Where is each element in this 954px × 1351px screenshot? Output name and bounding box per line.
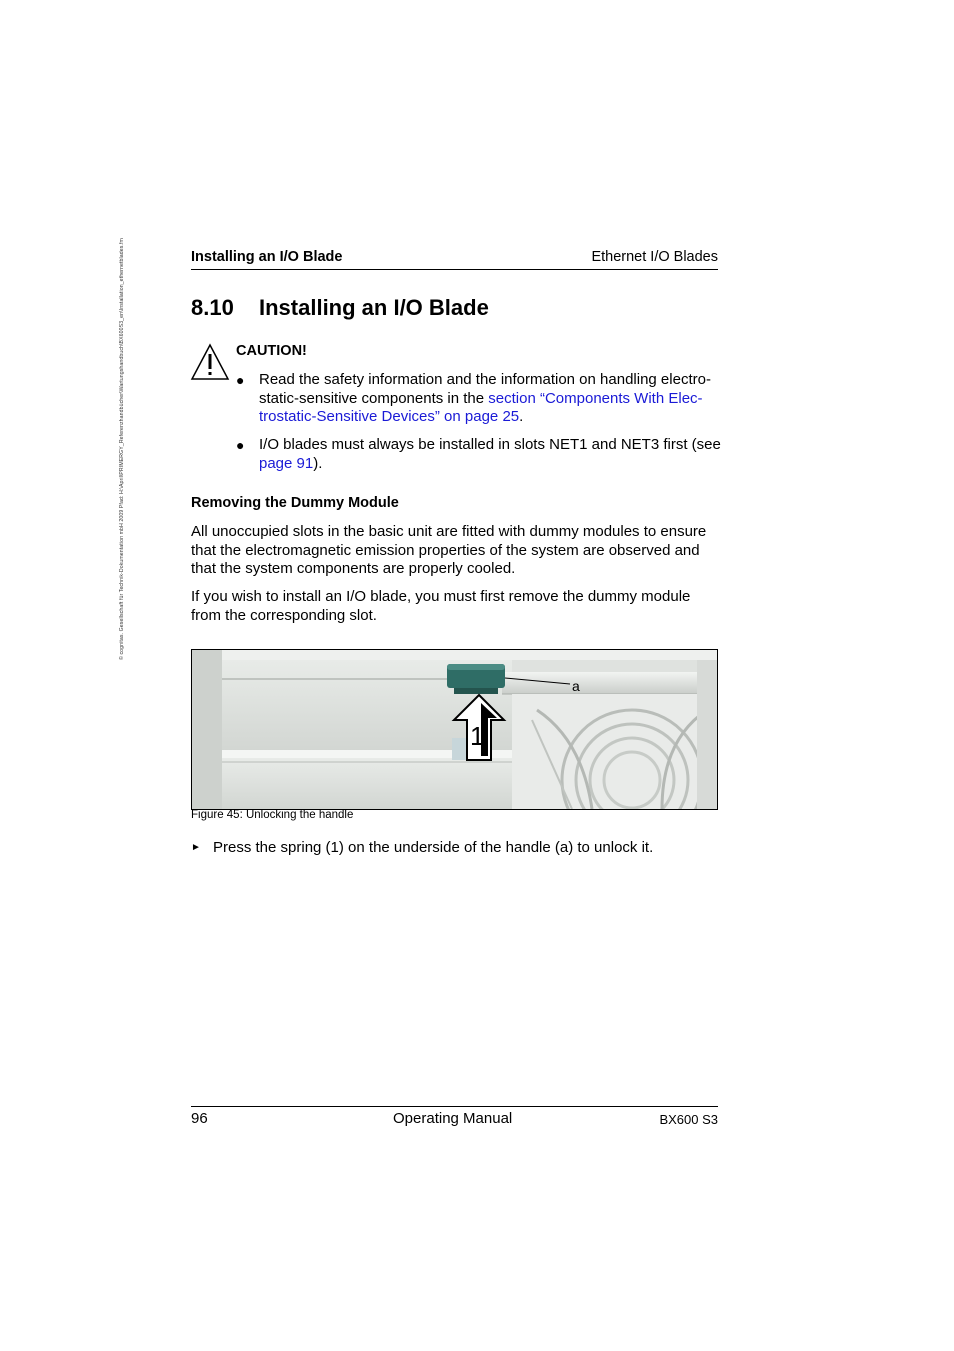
header-chapter-title: Installing an I/O Blade: [191, 249, 343, 265]
figure-unlocking-handle: [191, 649, 718, 810]
bullet-symbol: ●: [236, 372, 245, 388]
footer-manual-title: Operating Manual: [393, 1110, 513, 1127]
step-marker: ►: [191, 842, 201, 853]
header-section-title: Ethernet I/O Blades: [591, 249, 718, 265]
sidebar-path-text: © cognitas. Gesellschaft für Technik-Dokumentation mbH 2009 Pfad: H:\April\PRIMERGY_Referenzhandbücher\Wartungshandbuch\BX600S3_en\Installation_ethernetblades.fm: [119, 238, 125, 660]
figure-illustration: [192, 650, 717, 809]
footer-page-number: 96: [191, 1110, 208, 1127]
caution-item-1: [259, 371, 721, 427]
caution-item-text: .: [519, 408, 524, 425]
caution-item-text: ).: [313, 454, 323, 472]
paragraph: All unoccupied slots in the basic unit are fitted with dummy modules to ensure that the electromagnetic emission properties of the system are observed and that the system components are properly cooled.: [191, 523, 707, 577]
callout-1: 1: [470, 721, 485, 751]
components-esd-link[interactable]: section “Components With Elec-trostatic-Sensitive Devices” on page 25: [259, 389, 703, 425]
bullet-symbol: ●: [236, 437, 245, 453]
section-title: Installing an I/O Blade: [259, 295, 489, 320]
header-rule: [191, 269, 718, 270]
callout-a: a: [572, 678, 580, 694]
figure-caption: Figure 45: Unlocking the handle: [191, 809, 354, 821]
paragraph: If you wish to install an I/O blade, you must first remove the dummy module from the corresponding slot.: [191, 588, 691, 624]
section-heading: [191, 295, 489, 321]
subsection-heading: Removing the Dummy Module: [191, 495, 399, 511]
caution-item-2: [259, 436, 721, 473]
caution-item-text: I/O blades must always be installed in slots NET1 and NET3 first (see: [259, 436, 721, 453]
footer-rule: [191, 1106, 718, 1107]
caution-item-text: Read the safety information and the information on handling electro-static-sensitive components in the: [259, 371, 711, 407]
footer-product-name: BX600 S3: [659, 1112, 718, 1127]
page-91-link[interactable]: page 91: [259, 454, 314, 472]
section-number: 8.10: [191, 295, 234, 320]
caution-icon: [190, 343, 230, 381]
step-instruction: Press the spring (1) on the underside of the handle (a) to unlock it.: [213, 839, 654, 856]
caution-label: CAUTION!: [236, 343, 307, 359]
